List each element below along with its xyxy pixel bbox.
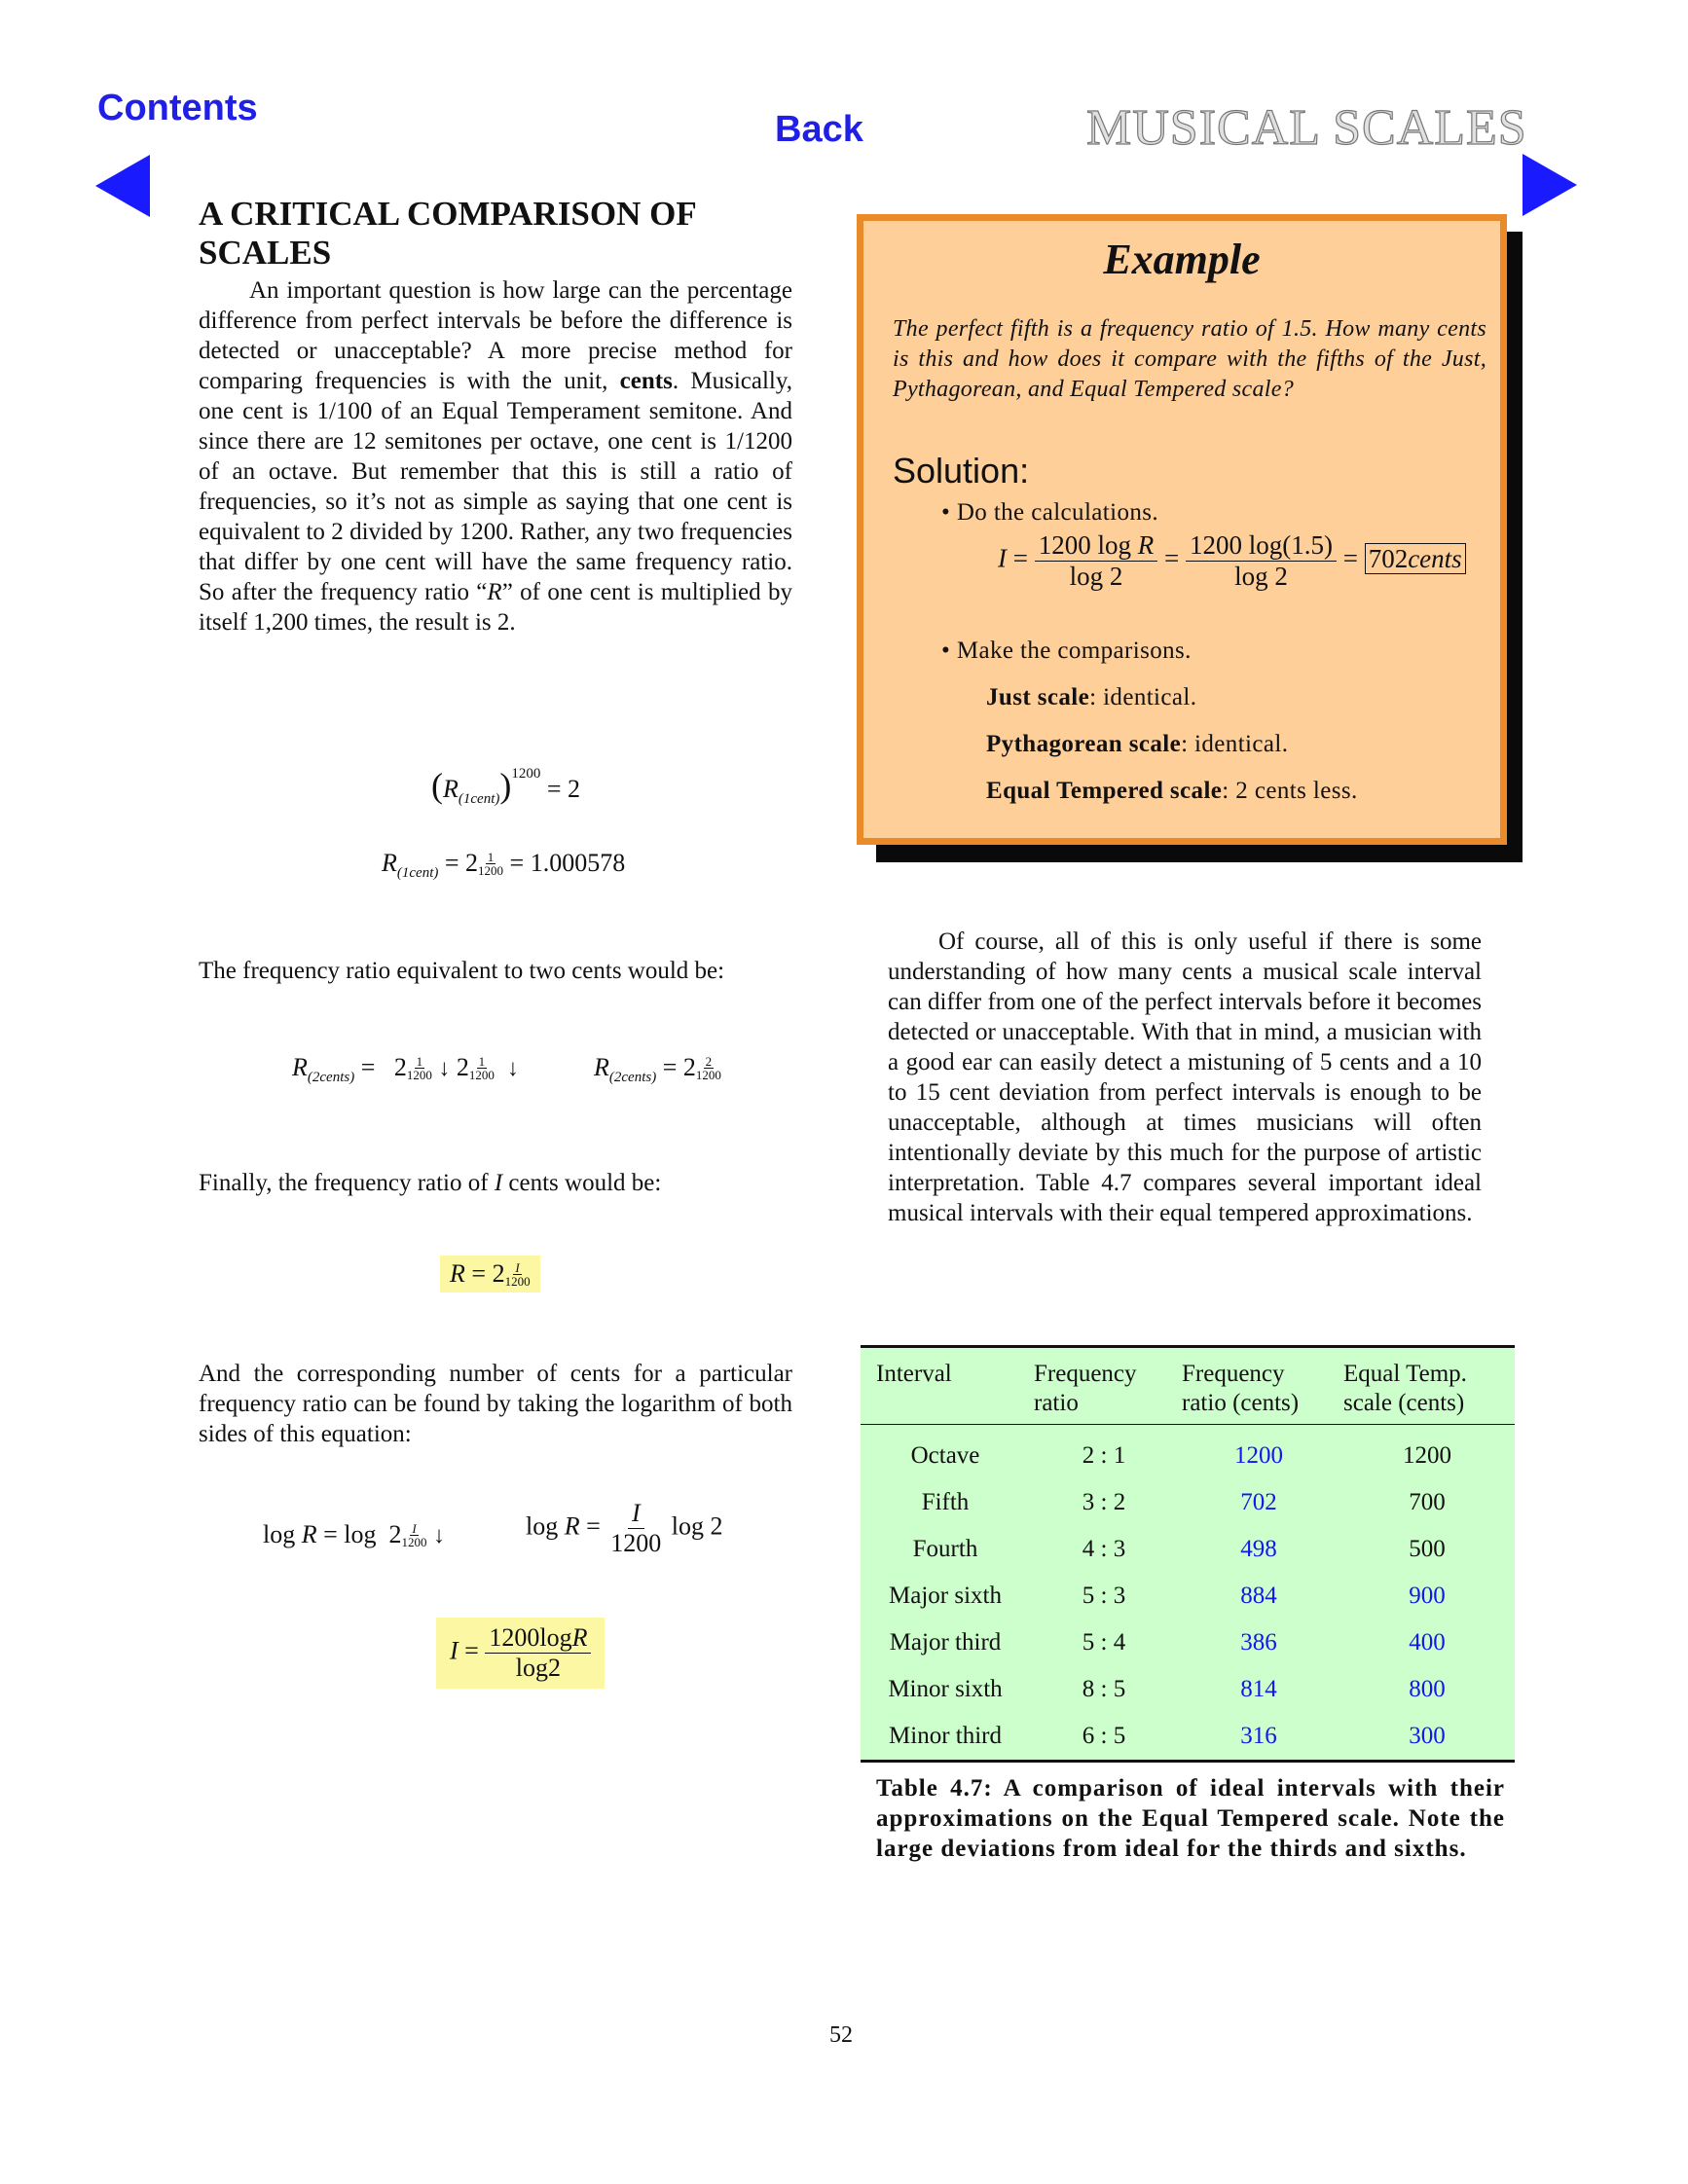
table-row: [861, 1713, 1515, 1760]
equation-r-general-highlight: R = 2 $\frac{I}{1200}$: [440, 1256, 540, 1292]
example-box: [857, 214, 1507, 845]
example-question: The perfect fifth is a frequency ratio of 1.5. How many cents is this and how does it compare with the fifths of the Just, Pythagorean, and Equal Tempered scale?: [893, 316, 1486, 402]
i-cents-intro: Finally, the frequency ratio of I cents would be:: [199, 1170, 662, 1196]
table-row: [861, 1666, 1515, 1713]
bullet-do-calculations: • Do the calculations.: [941, 499, 1159, 526]
bullet-make-comparisons: • Make the comparisons.: [941, 637, 1192, 664]
equal-temp-cell: 900: [1409, 1583, 1446, 1609]
table-caption: Table 4.7: A comparison of ideal intervals with their approximations on the Equal Tempered scale. Note the large deviations from ideal for the thirds and sixths.: [876, 1775, 1505, 1862]
equation-one-cent-power: $(R_{(1cent)})^{1200} = 2$: [431, 766, 581, 808]
equal-temp-cell: 500: [1409, 1536, 1446, 1562]
calculation-result-box: 702cents: [1365, 543, 1466, 574]
interval-cell: Fifth: [921, 1489, 970, 1515]
cents-cell: 498: [1240, 1536, 1277, 1562]
table-header-row: [861, 1348, 1515, 1425]
table-row: [861, 1526, 1515, 1573]
interval-cell: Fourth: [912, 1536, 978, 1562]
interval-cell: Major sixth: [889, 1583, 1002, 1609]
equal-temp-cell: 1200: [1403, 1442, 1451, 1469]
table-row: [861, 1425, 1515, 1480]
header-equal-temp: Equal Temp. scale (cents): [1339, 1348, 1515, 1425]
cents-term: cents: [619, 368, 673, 394]
previous-page-arrow-icon[interactable]: [95, 155, 150, 217]
table-row: [861, 1620, 1515, 1666]
ratio-cell: 5 : 3: [1082, 1583, 1126, 1609]
equation-i-cents-highlight: I = $\frac{1200\log R}{\log 2}$: [436, 1618, 605, 1689]
ratio-cell: 2 : 1: [1082, 1442, 1126, 1469]
next-page-arrow-icon[interactable]: [1523, 154, 1577, 216]
intervals-table: [861, 1345, 1515, 1763]
equation-two-cents: $R_{(2cents)} = 2$ $\frac{1}{1200}$ ↓ 2 $\frac{1}{1200}$ ↓: [292, 1053, 519, 1086]
header-frequency-ratio: Frequency ratio: [1030, 1348, 1178, 1425]
ratio-cell: 5 : 4: [1082, 1629, 1126, 1656]
ratio-cell: 6 : 5: [1082, 1723, 1126, 1749]
section-title-line2: SCALES: [199, 234, 332, 272]
equal-temp-cell: 800: [1409, 1676, 1446, 1702]
cents-cell: 702: [1240, 1489, 1277, 1515]
section-title: [199, 195, 802, 273]
ratio-cell: 8 : 5: [1082, 1676, 1126, 1702]
equal-temp-cell: 700: [1409, 1489, 1446, 1515]
equation-log-r-expanded: log R = $\frac{I}{1200}$ log 2: [526, 1499, 723, 1557]
two-cents-intro: The frequency ratio equivalent to two cents would be:: [199, 958, 725, 984]
chapter-brand-title: MUSICAL SCALES: [1086, 100, 1527, 156]
section-title-line1: A CRITICAL COMPARISON OF: [199, 195, 697, 233]
comparison-equal-tempered: Equal Tempered scale: 2 cents less.: [986, 778, 1358, 804]
ratio-cell: 3 : 2: [1082, 1489, 1126, 1515]
cents-cell: 386: [1240, 1629, 1277, 1656]
equation-one-cent-value: $R_{(1cent)} = 2$ $\frac{1}{1200}$ = 1.000578: [382, 849, 626, 882]
page-number: 52: [829, 2022, 853, 2048]
back-link[interactable]: Back: [775, 109, 863, 150]
example-calculation: I = $\frac{\text{1200 log R}}{\log 2}$ = $\frac{1200 \log(1.5)}{\log 2}$ = 702cents: [998, 530, 1466, 592]
header-frequency-cents: Frequency ratio (cents): [1178, 1348, 1339, 1425]
example-title: Example: [1103, 236, 1261, 283]
solution-heading: Solution:: [893, 451, 1030, 491]
cents-cell: 316: [1240, 1723, 1277, 1749]
table-row: [861, 1573, 1515, 1620]
header-interval: Interval: [861, 1348, 1030, 1425]
table-row: [861, 1479, 1515, 1526]
interval-cell: Major third: [889, 1629, 1002, 1656]
intro-paragraph: An important question is how large can the percentage difference from perfect intervals be before the difference is detected or unacceptable? A more precise method for comparing frequencies is with the unit, cents. Musically, one cent is 1/100 of an Equal Temperament semitone. And since there are 12 semitones per octave, one cent is 1/1200 of an octave. But remember that this is still a ratio of frequencies, so it’s not as simple as saying that one cent is equivalent to 2 divided by 1200. Rather, any two frequencies that differ by one cent will have the same frequency ratio. So after the frequency ratio “R” of one cent is multiplied by itself 1,200 times, the result is 2.: [199, 277, 792, 636]
interval-cell: Octave: [910, 1442, 980, 1469]
ratio-cell: 4 : 3: [1082, 1536, 1126, 1562]
right-paragraph: Of course, all of this is only useful if there is some understanding of how many cents a musical scale interval can differ from one of the perfect intervals before it becomes detected or unacceptable. With that in mind, a musician with a good ear can easily detect a mistuning of 5 cents and a 10 to 15 cent deviation from perfect intervals is enough to be unacceptable, although at times musicians will often intentionally deviate by this much for the purpose of artistic interpretation. Table 4.7 compares several important ideal musical intervals with their equal tempered approximations.: [888, 928, 1482, 1226]
cents-cell: 814: [1240, 1676, 1277, 1702]
cents-cell: 1200: [1234, 1442, 1283, 1469]
logarithm-paragraph: And the corresponding number of cents for a particular frequency ratio can be found by taking the logarithm of both sides of this equation:: [199, 1361, 792, 1447]
equal-temp-cell: 400: [1409, 1629, 1446, 1656]
equation-two-cents-result: $R_{(2cents)} = 2$ $\frac{2}{1200}$: [594, 1053, 721, 1086]
interval-cell: Minor third: [889, 1723, 1002, 1749]
cents-cell: 884: [1240, 1583, 1277, 1609]
comparison-pythagorean: Pythagorean scale: identical.: [986, 731, 1289, 757]
equation-log-r: log R = log 2 $\frac{I}{1200}$ ↓: [263, 1520, 446, 1550]
interval-cell: Minor sixth: [888, 1676, 1003, 1702]
comparison-just: Just scale: identical.: [986, 684, 1197, 710]
equal-temp-cell: 300: [1409, 1723, 1446, 1749]
contents-link[interactable]: Contents: [97, 88, 258, 128]
